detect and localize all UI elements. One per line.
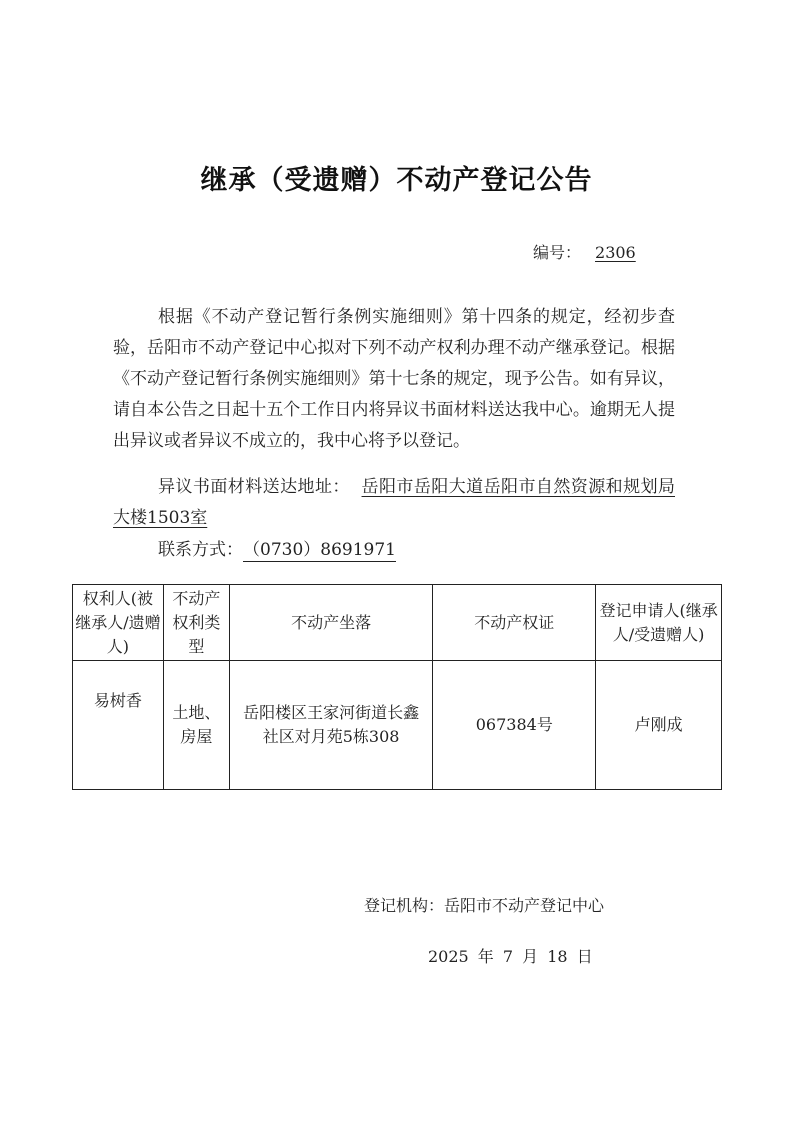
- announcement-paragraph: 根据《不动产登记暂行条例实施细则》第十四条的规定，经初步查验，岳阳市不动产登记中心拟对下列不动产权利办理不动产继承登记。根据《不动产登记暂行条例实施细则》第十七条的规定，现予公告。如有异议，请自本公告之日起十五个工作日内将异议书面材料送达我中心。逾期无人提出异议或者异议不成立的，我中心将予以登记。: [113, 307, 675, 451]
- header-location: 不动产坐落: [229, 585, 433, 661]
- table-header-row: [73, 585, 722, 661]
- header-applicant: 登记申请人(继承人/受遗赠人): [596, 585, 722, 661]
- header-right-holder: 权利人(被继承人/遗赠人): [73, 585, 164, 661]
- header-certificate: 不动产权证: [433, 585, 596, 661]
- cell-right-holder: 易树香: [73, 661, 164, 790]
- objection-address: [113, 472, 675, 534]
- contact-phone: （0730）8691971: [243, 540, 396, 560]
- registration-authority-value: 岳阳市不动产登记中心: [444, 896, 605, 915]
- table-row: [73, 661, 722, 790]
- contact-label: 联系方式：: [158, 540, 243, 560]
- registration-authority: [364, 893, 604, 916]
- document-number-label: 编号：: [533, 243, 582, 262]
- objection-address-label: 异议书面材料送达地址：: [158, 477, 350, 497]
- cell-right-type: 土地、房屋: [163, 661, 229, 790]
- header-right-type: 不动产权利类型: [163, 585, 229, 661]
- document-number: [533, 240, 636, 263]
- document-number-value: 2306: [595, 243, 636, 262]
- objection-address-value: 岳阳市岳阳大道岳阳市自然资源和规划局大楼1503室: [113, 477, 676, 528]
- property-table: [72, 584, 722, 790]
- announcement-date: 2025 年 7 月 18 日: [428, 947, 593, 966]
- registration-authority-label: 登记机构：: [364, 896, 445, 915]
- contact-info: [158, 535, 658, 566]
- cell-location: 岳阳楼区王家河街道长鑫社区对月苑5栋308: [229, 661, 433, 790]
- page-title: 继承（受遗赠）不动产登记公告: [200, 165, 593, 196]
- cell-certificate: 067384号: [433, 661, 596, 790]
- cell-applicant: 卢刚成: [596, 661, 722, 790]
